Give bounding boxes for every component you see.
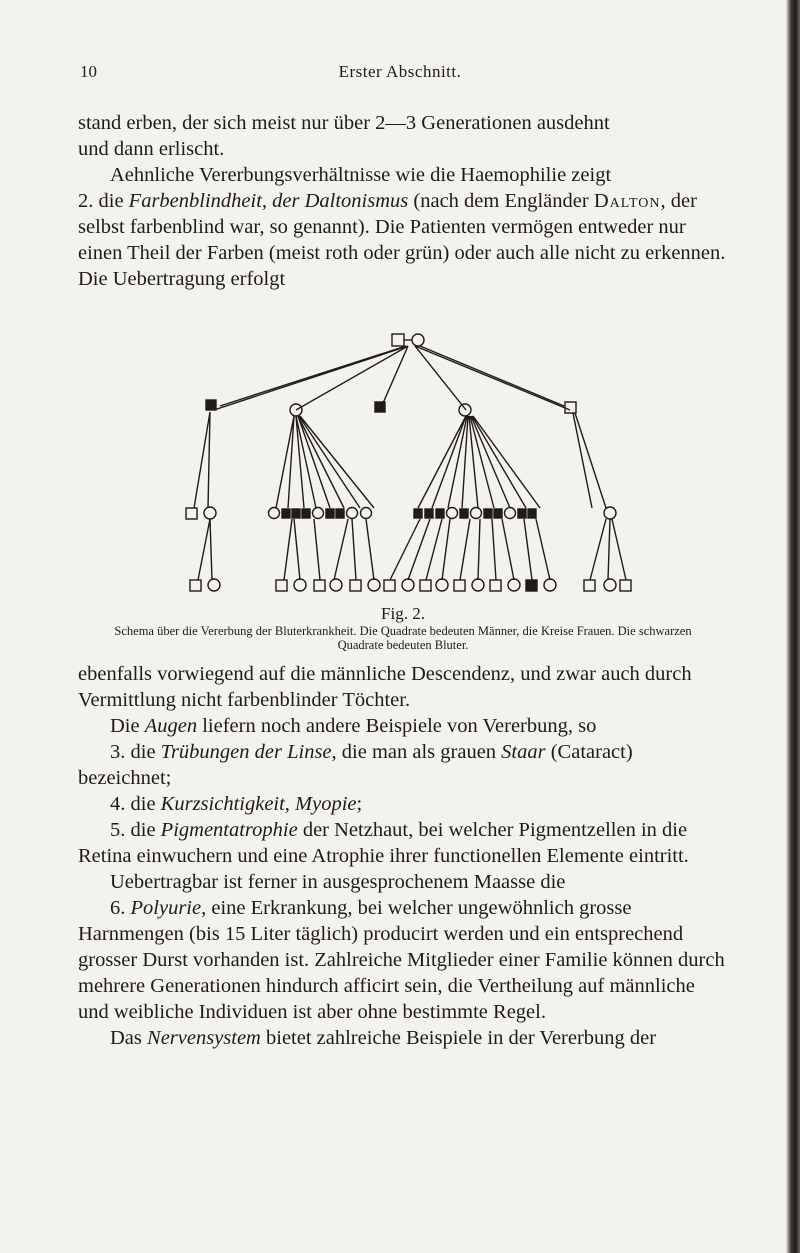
italic-term: Staar (501, 741, 546, 763)
text-run: (Cataract) bezeichnet; (78, 741, 633, 789)
text-run: Die (110, 715, 145, 737)
text-line: und dann erlischt. (78, 138, 225, 160)
page-header (80, 62, 720, 86)
text-run: bietet zahlreiche Beispiele in der Vererbung der (260, 1027, 657, 1049)
text-run: 5. die (110, 819, 161, 841)
italic-term: Trübungen der Linse (160, 741, 332, 763)
text-run: Das (110, 1027, 148, 1049)
text-line: stand erben, der sich meist nur über 2—3 Generationen ausdehnt (78, 112, 610, 134)
list-item-3 (78, 739, 728, 791)
figure-caption: Schema über die Vererbung der Bluterkrankheit. Die Quadrate bedeuten Männer, die Kreise Frauen. Die schwarzen Quadrate bedeuten Bluter. (114, 624, 692, 652)
running-title: Erster Abschnitt. (338, 62, 462, 81)
list-item-6 (78, 895, 728, 1025)
text-run: der Netzhaut, bei welcher Pigmentzellen in die Retina einwuchern und eine Atrophie ihrer functionellen Elemente eintritt. (78, 819, 689, 867)
list-item-5 (78, 817, 728, 869)
text-run: Aehnliche Vererbungsverhältnisse wie die Haemophilie zeigt (110, 164, 612, 186)
text-run: , die man als grauen (331, 741, 502, 763)
male-symbol (392, 334, 404, 346)
text-run: , der selbst farbenblind war, so genannt). Die Patienten vermögen entweder nur einen Theil der Farben (meist roth oder grün) oder auch alle nicht zu erkennen. Die Uebertragung erfolgt (78, 190, 726, 290)
text-run: liefern noch andere Beispiele von Vererbung, so (197, 715, 597, 737)
paragraph-1 (78, 110, 728, 162)
text-run: 2. die (78, 190, 129, 212)
paragraph-4 (78, 713, 728, 739)
text-block-top (78, 110, 728, 292)
list-item-4 (78, 791, 728, 817)
text-run: 3. die (110, 741, 161, 763)
figure-label: Fig. 2. (381, 604, 425, 623)
name-dalton: Dalton (593, 190, 661, 212)
italic-term: Polyurie (130, 897, 202, 919)
page-number: 10 (80, 62, 97, 81)
italic-term: Kurzsichtigkeit, Myopie (160, 793, 357, 815)
italic-term: Augen (144, 715, 198, 737)
italic-term: Nervensystem (147, 1027, 261, 1049)
text-run: 6. (110, 897, 131, 919)
paragraph-6 (78, 1025, 728, 1051)
italic-term: Farbenblindheit, der Daltonismus (128, 190, 409, 212)
text-run: ; (356, 793, 363, 815)
text-block-bottom (78, 661, 728, 1051)
paragraph-5: Uebertragbar ist ferner in ausgesprochenem Maasse die (110, 871, 566, 893)
pedigree-figure (180, 330, 640, 600)
paragraph-2 (78, 162, 728, 292)
text-run: 4. die (110, 793, 161, 815)
female-symbol (412, 334, 424, 346)
text-run: , eine Erkrankung, bei welcher ungewöhnlich grosse Harnmengen (bis 15 Liter täglich) producirt werden und ein entsprechend grosser Durst vorhanden ist. Zahlreiche Mitglieder einer Familie können durch mehrere Generationen hindurch afficirt sein, die Vertheilung auf männliche und weibliche Individuen ist aber ohne bestimmte Regel. (78, 897, 725, 1023)
italic-term: Pigmentatrophie (160, 819, 298, 841)
text-run: (nach dem Engländer (408, 190, 589, 212)
page-edge-shadow (786, 0, 800, 1253)
paragraph-3: ebenfalls vorwiegend auf die männliche Descendenz, und zwar auch durch Vermittlung nicht farbenblinder Töchter. (78, 663, 692, 711)
